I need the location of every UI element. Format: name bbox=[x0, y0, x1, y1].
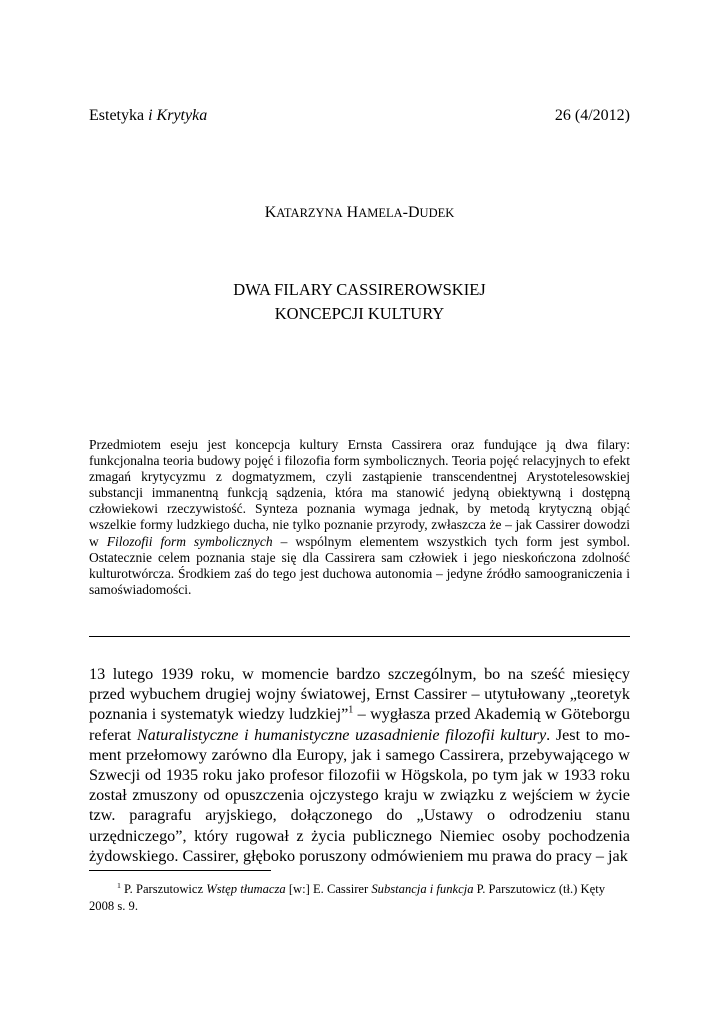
journal-title bbox=[89, 107, 207, 125]
article-title-line1: DWA FILARY CASSIREROWSKIEJ bbox=[233, 280, 486, 299]
author-first-rest: ATARZYNA bbox=[276, 206, 343, 220]
footnote-text-3: P. Parszutowicz (tł.) Kęty 2008 s. 9. bbox=[89, 882, 606, 913]
footnote bbox=[89, 881, 630, 915]
body-text-2: – wygłasza przed Akademią w Göteborgu referat bbox=[89, 705, 630, 744]
body-italic-title: Naturalistyczne i humanistyczne uzasadnienie filozofii kultury bbox=[136, 725, 547, 744]
article-title-line2: KONCEPCJI KULTURY bbox=[274, 304, 445, 323]
journal-title-plain: Estetyka bbox=[89, 107, 149, 124]
author-initial-last: H bbox=[346, 204, 359, 221]
abstract-text-1: Przedmiotem eseju jest koncepcja kultury Ernsta Cassirera oraz fundujące ją dwa filary: funkcjonalna teoria budowy pojęć i filozofia form symbolicznych. Teoria pojęć relacyjnych to efekt zmagań krytycyzmu z dogmatyzmem, czyli zastąpienie transcendentnej Arystotelesowskiej substancji immanentną funkcją sądzenia, która ma stanowić jedyną obiektywną i dostępną człowiekowi rzeczywistość. Synteza poznania wymaga jednak, by metodą krytyczną objąć wszelkie formy ludzkiego ducha, nie tylko poznanie przyrody, zwłaszcza że – jak Cassirer dowodzi w bbox=[89, 437, 630, 549]
abstract bbox=[89, 437, 630, 598]
footnote-text-1: P. Parszutowicz bbox=[120, 882, 207, 896]
footnote-italic-1: Wstęp tłumacza bbox=[206, 882, 286, 896]
author-initial-first: K bbox=[264, 204, 277, 221]
author-name bbox=[0, 204, 719, 222]
author-dash: - bbox=[402, 204, 408, 221]
section-divider bbox=[89, 636, 630, 637]
author-last-rest1: AMELA bbox=[358, 206, 403, 220]
author-last-rest2: UDEK bbox=[419, 206, 455, 220]
footnote-divider bbox=[89, 870, 271, 871]
main-text bbox=[89, 664, 630, 866]
footnote-italic-2: Substancja i funkcja bbox=[371, 882, 474, 896]
abstract-text-2: – wspólnym elementem wszystkich tych form jest symbol. Ostatecznie celem poznania staje się dla Cassirera sam człowiek i jego nieskończona zdolność kulturotwórcza. Środkiem zaś do tego jest duchowa autonomia – jedyne źródło samoograniczenia i samoświadomości. bbox=[89, 533, 631, 597]
article-title bbox=[0, 278, 719, 326]
footnote-text-2: [w:] E. Cassirer bbox=[285, 882, 372, 896]
footnote-mark: 1 bbox=[117, 880, 121, 890]
journal-issue: 26 (4/2012) bbox=[554, 107, 630, 124]
abstract-paragraph bbox=[89, 437, 630, 598]
body-paragraph bbox=[89, 664, 630, 866]
journal-title-italic: i Krytyka bbox=[148, 107, 208, 124]
body-text-1: 13 lutego 1939 roku, w momencie bardzo szczególnym, bo na sześć miesięcy przed wybuchem drugiej wojny światowej, Ernst Cassirer – utytułowany „teoretyk poznania i systematyk wiedzy ludzkiej” bbox=[89, 665, 630, 724]
body-text-3: . Jest to moment przełomowy zarówno dla Europy, jak i samego Cassirera, przebywającego w Szwecji od 1935 roku jako profesor filozofii w Högskola, po tym jak w 1933 roku został zmuszony od opuszczenia ojczystego kraju w związku z wejściem w życie tzw. paragrafu aryjskiego, dołączonego do „Ustawy o odrodzeniu stanu urzędniczego”, który rugował z życia publicznego Niemiec osoby pochodzenia żydowskiego. Cassirer, głęboko poruszony odmówieniem mu prawa do pracy – jak bbox=[89, 725, 630, 865]
author-initial-last2: D bbox=[407, 204, 420, 221]
abstract-italic: Filozofii form symbolicznych bbox=[106, 533, 273, 549]
footnote-reference: 1 bbox=[348, 705, 354, 717]
